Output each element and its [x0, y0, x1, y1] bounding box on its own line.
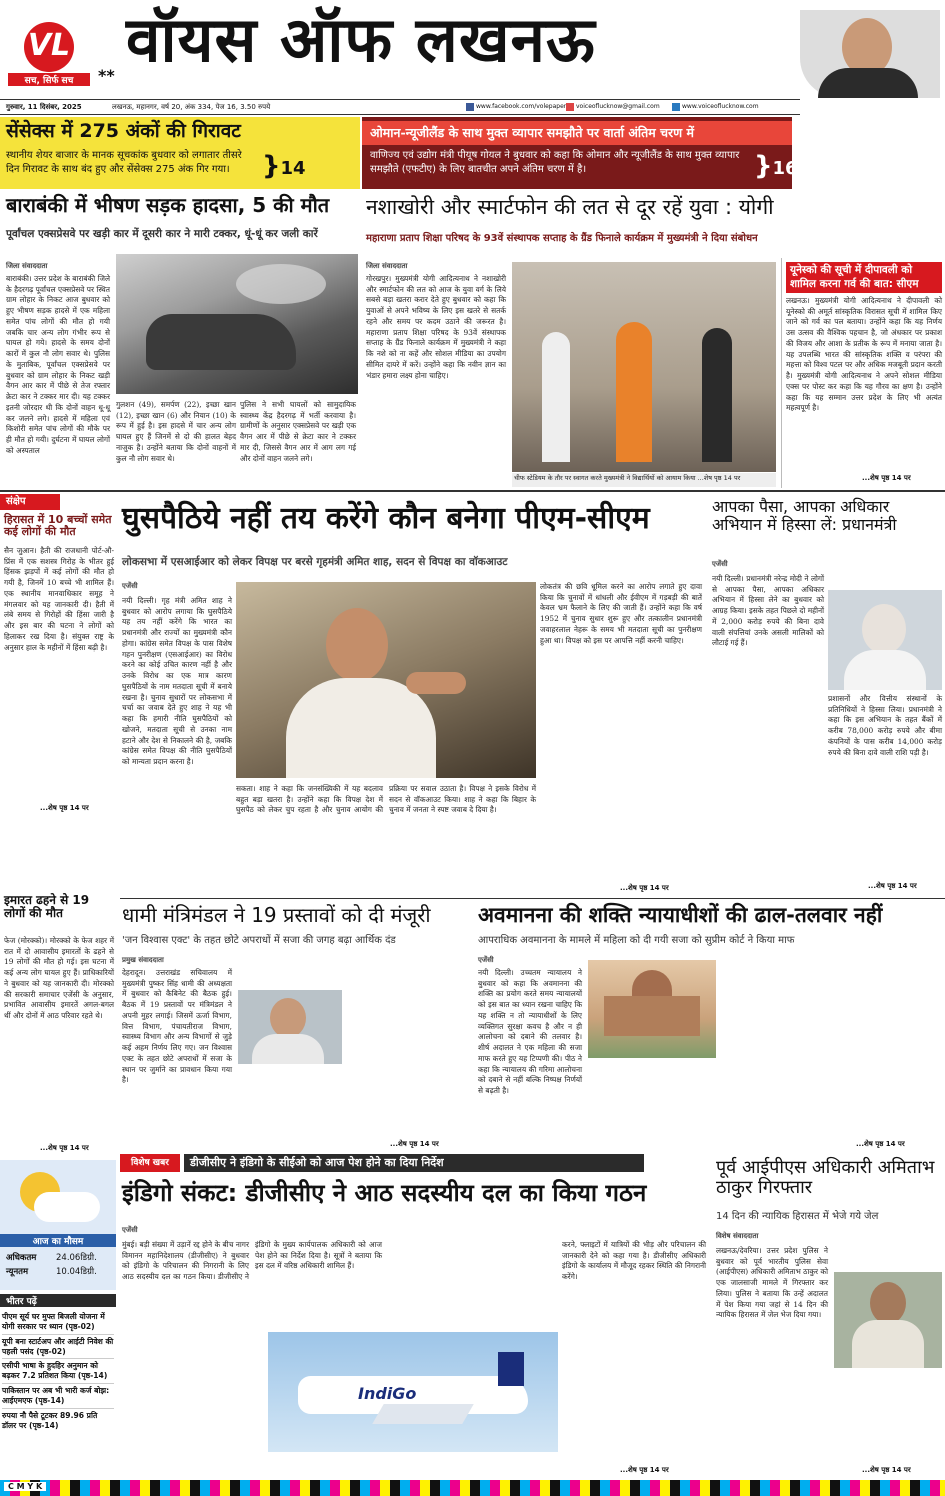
supreme-court-photo — [588, 960, 716, 1058]
facebook-link[interactable]: www.facebook.com/volepaper — [476, 103, 567, 110]
dateline-edition: लखनऊ, महानगर, वर्ष 20, अंक 334, पेज 16, 3.50 रुपये — [112, 103, 271, 111]
email-icon — [566, 103, 574, 111]
inside-item[interactable]: यूपी बना स्टार्टअप और आईटी निवेश की पहली पसंद (पृष्ठ-02) — [2, 1335, 114, 1360]
footer-bar — [0, 1480, 945, 1496]
brief-building-body: फेज (मोरक्को)। मोरक्को के फेज शहर में रात में दो आवासीय इमारतों के ढहने से 19 लोगों की मौत हो गई। इस घटना में कई अन्य लोग घायल हुए हैं। प्राधिकारियों ने बुधवार को यह जानकारी दी। मोरक्को की सरकारी समाचार एजेंसी के अनुसार, प्रभावित आवासीय इमारतें अगल-बगल थीं और दोनों में आठ परिवार रहते थे। — [4, 936, 114, 1021]
brief-building — [0, 936, 116, 1156]
lead-col3: लोकतंत्र की छवि धूमिल करने का आरोप लगाते हुए दावा किया कि चुनावों में धांधली और ईवीएम में गड़बड़ी की बातें केवल भ्रम फैलाने के लिए की जाती हैं। उन्होंने कहा कि वर्ष 1952 में चुनाव सुधार शुरू हुए और तत्कालीन प्रधानमंत्री जवाहरलाल नेहरू के समय भी मतदाता सूची का पुनरीक्षण हुआ था। विपक्ष को इस पर आपत्ति नहीं करनी चाहिए। — [540, 582, 702, 645]
dhami-story — [120, 900, 472, 1152]
upper-rule — [0, 490, 945, 492]
thakur-cont: ...शेष पृष्ठ 14 पर — [862, 1466, 911, 1474]
inside-box — [0, 1294, 116, 1478]
inside-item[interactable]: पीएम सूर्य घर मुफ्त बिजली योजना में योगी सरकार पर ध्यान (पृष्ठ-02) — [2, 1310, 114, 1335]
figure-center — [616, 322, 652, 462]
yogi-caption: चीफ स्टेडियम के तौर पर स्वागत करते मुख्यमंत्री ने विद्यार्थियों को आयाम किया ...शेष पृष्ठ 14 पर — [512, 473, 776, 487]
dhami-byline: प्रमुख संवाददाता — [122, 956, 164, 964]
weather-min-label: न्यूनतम — [6, 1267, 29, 1277]
indigo-body2: करने, फ्लाइटों में यात्रियों की भीड़ और परिचालन की जानकारी देने को कहा गया है। डीजीसीए अधिकारी इंडिगो के कार्यालय में मौजूद रहकर स्थिति की निगरानी करेंगे। — [562, 1240, 706, 1282]
smoke-shape — [236, 264, 326, 304]
lead-col2: सकता। शाह ने कहा कि जनसंख्यिकी में यह बदलाव बहुत बड़ा खतरा है। उन्होंने कहा कि विपक्ष देश में घुसपैठ को लेकर चुप रहता है और चुनाव आयोग की प्रक्रिया पर सवाल उठाता है। विपक्ष ने इसके विरोध में सदन से वॉकआउट किया। शाह ने कहा कि बिहार के चुनाव में जनता ने स्पष्ट जवाब दे दिया है। — [236, 784, 536, 815]
unesco-headline[interactable]: यूनेस्को की सूची में दीपावली को शामिल करना गर्व की बात: सीएम — [786, 262, 942, 293]
footer-cmyk-label: C M Y K — [4, 1482, 46, 1491]
thakur-head — [870, 1282, 906, 1324]
barabanki-byline: जिला संवाददाता — [6, 262, 48, 270]
plane-wing — [372, 1404, 474, 1424]
dhami-cont: ...शेष पृष्ठ 14 पर — [390, 1140, 439, 1148]
ticker-right — [362, 117, 798, 189]
figure-right — [702, 328, 732, 462]
thakur-headline[interactable]: पूर्व आईपीएस अधिकारी अमिताभ ठाकुर गिरफ्तार — [716, 1157, 935, 1198]
indigo-byline: एजेंसी — [122, 1226, 138, 1234]
ticker-left — [0, 117, 360, 189]
ticker-left-headline: सेंसेक्स में 275 अंकों की गिरावट — [6, 120, 241, 142]
dateline-date: गुरुवार, 11 दिसंबर, 2025 — [6, 103, 82, 111]
contempt-cont: ...शेष पृष्ठ 14 पर — [856, 1140, 905, 1148]
thakur-body-shape — [852, 1320, 924, 1368]
inside-item[interactable]: पाकिस्तान पर अब भी भारी कर्ज बोझ: आईएमएफ (पृष्ठ-14) — [2, 1384, 114, 1409]
portrait-body — [818, 68, 918, 98]
indigo-body1: मुंबई। बड़ी संख्या में उड़ानें रद्द होने के बीच नागर विमानन महानिदेशालय (डीजीसीए) ने बुधवार को इंडिगो के परिचालन की निगरानी के लिए आठ सदस्यीय दल का गठन किया। डीजीसीए ने इंडिगो के मुख्य कार्यपालक अधिकारी को आज पेश होने का निर्देश दिया है। सूत्रों ने बताया कि इस दल में वरिष्ठ अधिकारी शामिल हैं। — [122, 1240, 382, 1282]
lead-story — [120, 494, 705, 896]
brief-building-headline[interactable]: इमारत ढहने से 19 लोगों की मौत — [4, 893, 90, 921]
ticker-right-summary: वाणिज्य एवं उद्योग मंत्री पीयूष गोयल ने बुधवार को कहा कि ओमान और न्यूजीलैंड के साथ मुक्त व्यापार समझौते (एफटीए) के लिए बातचीत अपने अंतिम चरण में है। — [370, 150, 740, 175]
dhami-headline[interactable]: धामी मंत्रिमंडल ने 19 प्रस्तावों को दी मंजूरी — [122, 903, 431, 927]
dhami-photo — [238, 990, 342, 1064]
yogi-divider — [781, 258, 782, 488]
amit-shah-photo — [236, 582, 536, 778]
contempt-headline[interactable]: अवमानना की शक्ति न्यायाधीशों की ढाल-तलवार नहीं — [478, 903, 883, 927]
contempt-byline: एजेंसी — [478, 956, 494, 964]
indigo-cont: ...शेष पृष्ठ 14 पर — [620, 1466, 669, 1474]
barabanki-col1: बाराबंकी। उत्तर प्रदेश के बाराबंकी जिले के हैदरगढ़ पूर्वांचल एक्सप्रेसवे पर स्थित ग्राम लोहार के निकट आज बुधवार को हुए भीषण सड़क हादसे में एक महिला समेत पांच लोगों की मौत हो गयी जबकि चार अन्य लोग गंभीर रूप से घायल हो गये। हादसे के समय दोनों कारों में कुल नौ लोग सवार थे। पुलिस के मुताबिक, पूर्वांचल एक्सप्रेसवे पर बुधवार को ग्राम लोहार के निकट खड़ी वैगन आर कार में पीछे से तेज रफ्तार क्रेटा कार ने टक्कर मार दी। यह टक्कर इतनी जोरदार थी कि दोनों वाहन धू-धू कर जलने लगे। हादसे में महिला एवं किशोरी समेत पांच लोगों की मौके पर ही मौत हो गयी। दुर्घटना में घायल लोगों को अस्पताल — [6, 274, 110, 455]
inside-list — [2, 1310, 114, 1433]
court-building — [604, 996, 700, 1036]
contempt-body: नयी दिल्ली। उच्चतम न्यायालय ने बुधवार को कहा कि अवमानना की शक्ति का प्रयोग करते समय न्यायालयों को इस बात का ध्यान रखना चाहिए कि यह शक्ति न तो न्यायाधीशों के लिए व्यक्तिगत सुरक्षा कवच है और न ही आलोचना को दबाने की तलवार है। शीर्ष अदालत ने एक महिला की सजा माफ करते हुए यह टिप्पणी की। पीठ ने कहा कि न्यायालय की गरिमा आलोचना को दबाने से नहीं बल्कि निष्पक्ष निर्णयों से बढ़ती है। — [478, 968, 582, 1096]
yogi-body: गोरखपुर। मुख्यमंत्री योगी आदित्यनाथ ने नशाखोरी और स्मार्टफोन की लत को आज के युवा वर्ग के लिये सबसे बड़ा खतरा करार देते हुए बुधवार को कहा कि युवाओं से अपने भविष्य के लिए इस खतरे से सतर्क रहने और समय पर कदम उठाने की जरूरत है। महाराणा प्रताप शिक्षा परिषद के 93वें संस्थापक सप्ताह के ग्रैंड फिनाले कार्यक्रम में मुख्यमंत्री ने कहा कि नशे को ना कहें और सोशल मीडिया का उपयोग सीमित दायरे में करें। उन्होंने कहा कि नवीन ज्ञान का भंडार हमारा लक्ष्य होना चाहिए। — [366, 274, 506, 380]
inside-item[interactable]: एसीपी भाषा के हुदहिर अनुमान को बढ़कर 7.2 प्रतिशत किया (पृष्ठ-14) — [2, 1359, 114, 1384]
dhami-sub: 'जन विश्वास एक्ट' के तहत छोटे अपराधों में सजा की जगह बढ़ा आर्थिक दंड — [122, 935, 396, 946]
pm-body1: नयी दिल्ली। प्रधानमंत्री नरेन्द्र मोदी ने लोगों से आपका पैसा, आपका अधिकार अभियान में हिस्सा लेने का बुधवार को आग्रह किया। इसके तहत पिछले दो महीनों में 2,000 करोड़ रुपये की बिना दावे वाली संपत्तियां उनके असली मालिकों को लौटाई गई हैं। — [712, 574, 824, 648]
logo-tagline: सच, सिर्फ सच — [8, 73, 90, 86]
website-link[interactable]: www.voiceoflucknow.com — [682, 103, 759, 110]
pm-byline: एजेंसी — [712, 560, 728, 568]
pm-body2: प्रशासनों और वित्तीय संस्थानों के प्रतिनिधियों ने हिस्सा लिया। प्रधानमंत्री ने कहा कि इस अभियान के तहत बैंकों में करीब 78,000 करोड़ रुपये और बीमा कंपनियों के पास करीब 14,000 करोड़ रुपये की बिना दावे वाली राशि पड़ी है। — [828, 694, 942, 757]
brief-hiring-headline[interactable]: हिरासत में 10 बच्चों समेत कई लोगों की मौत — [4, 513, 112, 539]
pm-photo — [828, 590, 942, 690]
speaker-hand — [406, 672, 466, 694]
inside-item[interactable]: रुपया नौ पैसे टूटकर 89.96 प्रति डॉलर पर (पृष्ठ-14) — [2, 1410, 98, 1430]
thakur-body: लखनऊ/देवरिया। उत्तर प्रदेश पुलिस ने बुधवार को पूर्व भारतीय पुलिस सेवा (आईपीएस) अधिकारी अमिताभ ठाकुर को एक जालसाजी मामले में गिरफ्तार कर लिया। पुलिस ने बताया कि उन्हें अदालत में पेश किया गया जहां से 14 दिन की न्यायिक हिरासत में जेल भेज दिया गया। — [716, 1246, 828, 1320]
ticker-left-page: }14 — [262, 151, 306, 181]
unesco-body: लखनऊ। मुख्यमंत्री योगी आदित्यनाथ ने दीपावली को यूनेस्को की अमूर्त सांस्कृतिक विरासत सूची में शामिल किए जाने को गर्व का पल बताया। उन्होंने कहा कि यह निर्णय उस उत्सव की वैश्विक पहचान है, जो अंधकार पर प्रकाश की विजय और आशा के प्रतीक के रूप में मनाया जाता है। यह उपलब्धि भारत की सांस्कृतिक शक्ति व परंपरा की महत्ता को विश्व पटल पर और अधिक मजबूती प्रदान करती है। मुख्यमंत्री योगी आदित्यनाथ ने अपने सोशल मीडिया एक्स पर पोस्ट कर कहा कि यह गौरव का क्षण है। उन्होंने कहा कि यह सम्मान उत्तर प्रदेश के लिए भी अत्यंत महत्वपूर्ण है। — [786, 296, 942, 413]
barabanki-col2: गुलशन (49), समर्पण (22), इच्छा खान (12), इच्छा खान (6) और नियान (10) के रूप में हुई है। इस हादसे में चार अन्य लोग घायल हुए हैं जिनमें से दो की हालत बेहद नाजुक है। उन्होंने बताया कि दोनों वाहनों में कुल नौ लोग सवार थे। — [116, 400, 236, 463]
thakur-story — [712, 1154, 945, 1478]
car-fire-photo — [116, 254, 358, 394]
weather-min-value: 10.04डिग्री. — [56, 1267, 97, 1277]
dateline-bar — [0, 99, 800, 115]
lead-sub: लोकसभा में एसआईआर को लेकर विपक्ष पर बरसे गृहमंत्री अमित शाह, सदन से विपक्ष का वॉकआउट — [122, 556, 508, 568]
yogi-byline: जिला संवाददाता — [366, 262, 408, 270]
logo-text: VL — [27, 28, 71, 63]
weather-label: आज का मौसम — [0, 1234, 116, 1247]
weather-box — [0, 1160, 116, 1290]
inside-label: भीतर पढ़ें — [0, 1294, 116, 1307]
pm-head — [862, 604, 906, 654]
weather-max-label: अधिकतम — [6, 1253, 37, 1263]
weather-cloud-icon — [34, 1192, 100, 1222]
burnt-car-shape — [146, 314, 296, 370]
yogi-story — [362, 192, 945, 489]
web-icon — [672, 103, 680, 111]
dhami-body-shape — [252, 1034, 324, 1064]
pm-story — [708, 494, 945, 896]
thakur-sub: 14 दिन की न्यायिक हिरासत में भेजे गये जेल — [716, 1211, 879, 1222]
indigo-headline[interactable]: इंडिगो संकट: डीजीसीए ने आठ सदस्यीय दल का किया गठन — [122, 1179, 647, 1207]
ticker-right-page: }16 — [754, 151, 798, 181]
masthead — [0, 0, 945, 100]
plane-logo-text: IndiGo — [358, 1384, 417, 1403]
speaker-head — [326, 608, 388, 682]
ticker-left-summary: स्थानीय शेयर बाजार के मानक सूचकांक बुधवार को लगातार तीसरे दिन गिरावट के साथ बंद हुए और सेंसेक्स 275 अंक गिर गया। — [6, 150, 242, 175]
lead-byline: एजेंसी — [122, 582, 138, 590]
ticker-right-headline: ओमान-न्यूजीलैंड के साथ मुक्त व्यापार समझौते पर वार्ता अंतिम चरण में — [362, 121, 792, 145]
barabanki-col3: पुलिस ने सभी घायलों को सामुदायिक स्वास्थ्य केंद्र हैदरगढ़ में भर्ती करवाया है। ग्रामीणों के अनुसार एक्सप्रेसवे पर खड़ी एक वैगन आर में पीछे से क्रेटा कार ने टक्कर मार दी, जिससे वैगन आर में आग लग गई और दोनों वाहन जलने लगे। — [240, 400, 356, 463]
masthead-title: वॉयस ऑफ लखनऊ — [126, 3, 596, 76]
barabanki-headline[interactable]: बाराबंकी में भीषण सड़क हादसा, 5 की मौत — [6, 193, 330, 217]
indigo-plane-photo — [268, 1332, 558, 1452]
unesco-cont: ...शेष पृष्ठ 14 पर — [862, 474, 911, 482]
weather-max-value: 24.06डिग्री. — [56, 1253, 97, 1263]
ticker-left-page-number: 14 — [280, 158, 306, 179]
yogi-event-photo — [512, 262, 776, 472]
barabanki-story — [0, 192, 360, 489]
email-link[interactable]: voiceoflucknow@gmail.com — [576, 103, 660, 110]
lead-col1: नयी दिल्ली। गृह मंत्री अमित शाह ने बुधवार को आरोप लगाया कि घुसपैठिये यह तय नहीं करेंगे कि भारत का प्रधानमंत्री और राज्यों का मुख्यमंत्री कौन होगा। कांग्रेस समेत विपक्ष के पास विशेष गहन पुनरीक्षण (एसआईआर) का विरोध करने का कोई उचित कारण नहीं है और उनके विरोध का एक मात्र कारण घुसपैठियों के नाम मतदाता सूची में बनाये रखना है। चुनाव सुधारों पर लोकसभा में चर्चा का जवाब देते हुए शाह ने यह भी कहा कि हमारी नीति घुसपैठियों को खोजने, मतदाता सूची से उनका नाम हटाने और देश से निकालने की है, जबकि कांग्रेस समेत विपक्ष की नीति घुसपैठियों को मान्यता प्रदान करना है। — [122, 596, 232, 767]
brief-column — [0, 494, 116, 921]
lead-cont: ...शेष पृष्ठ 14 पर — [620, 884, 669, 892]
thakur-byline: विशेष संवाददाता — [716, 1232, 759, 1240]
lead-headline[interactable]: घुसपैठिये नहीं तय करेंगे कौन बनेगा पीएम-सीएम — [122, 501, 650, 536]
pm-headline[interactable]: आपका पैसा, आपका अधिकार अभियान में हिस्सा लें: प्रधानमंत्री — [712, 497, 897, 534]
barabanki-sub: पूर्वांचल एक्सप्रेसवे पर खड़ी कार में दूसरी कार ने मारी टक्कर, धूं-धूं कर जली कारें — [6, 228, 318, 240]
facebook-icon — [466, 103, 474, 111]
ticker-right-page-number: 16 — [772, 158, 798, 179]
pm-cont: ...शेष पृष्ठ 14 पर — [868, 882, 917, 890]
figure-left — [542, 332, 570, 462]
contempt-story — [476, 900, 945, 1152]
contempt-sub: आपराधिक अवमानना के मामले में महिला को दी गयी सजा को सुप्रीम कोर्ट ने किया माफ — [478, 935, 795, 946]
dhami-body: देहरादून। उत्तराखंड सचिवालय में मुख्यमंत्री पुष्कर सिंह धामी की अध्यक्षता में बुधवार को कैबिनेट की बैठक हुई। बैठक में 19 प्रस्तावों पर मंत्रिमंडल ने अपनी मुहर लगाई। जिसमें ऊर्जा विभाग, वित्त विभाग, पंचायतीराज विभाग, स्वास्थ्य विभाग और अन्य विभागों से जुड़े कई अहम निर्णय लिए गए। जन विश्वास एक्ट के तहत छोटे अपराधों में सजा के स्थान पर जुर्माने का प्रावधान किया गया है। — [122, 968, 232, 1085]
plane-tail — [498, 1352, 524, 1386]
brief-hiring-body: सैन जुआन। हैती की राजधानी पोर्ट-औ-प्रिंस में एक सशस्त्र गिरोह के भीतर हुई हिंसक झड़पों में कई लोगों की मौत हो गयी है, जिनमें 10 बच्चे भी शामिल हैं। एक स्थानीय मानवाधिकार समूह ने मंगलवार को यह जानकारी दी। हैती में लंबे समय से गिरोहों की हिंसा जारी है और इस बार की घटना ने लोगों को हिलाकर रख दिया है। संयुक्त राष्ट्र के अनुसार हाल के महीनों में हिंसा बढ़ी है। — [4, 546, 114, 652]
pm-body-shape — [844, 650, 926, 690]
middle-rule — [120, 898, 945, 899]
brief-label: संक्षेप — [0, 494, 60, 510]
yogi-headline[interactable]: नशाखोरी और स्मार्टफोन की लत से दूर रहें युवा : योगी — [366, 195, 774, 219]
indigo-kicker: विशेष खबर — [120, 1154, 180, 1172]
yogi-sub: महाराणा प्रताप शिक्षा परिषद के 93वें संस्थापक सप्ताह के ग्रैंड फिनाले कार्यक्रम में मुख्यमंत्री ने दिया संबोधन — [366, 233, 758, 244]
brief-hiring-cont: ...शेष पृष्ठ 14 पर — [40, 804, 89, 812]
brief-building-cont: ...शेष पृष्ठ 14 पर — [40, 1144, 89, 1152]
logo — [8, 22, 90, 84]
masthead-stars: ** — [98, 66, 115, 85]
court-dome — [632, 970, 672, 996]
indigo-story — [120, 1154, 708, 1478]
thakur-photo — [834, 1272, 942, 1368]
indigo-kicker-text: डीजीसीए ने इंडिगो के सीईओ को आज पेश होने का दिया निर्देश — [184, 1154, 644, 1172]
masthead-portrait — [800, 10, 940, 98]
dhami-head — [270, 998, 306, 1038]
